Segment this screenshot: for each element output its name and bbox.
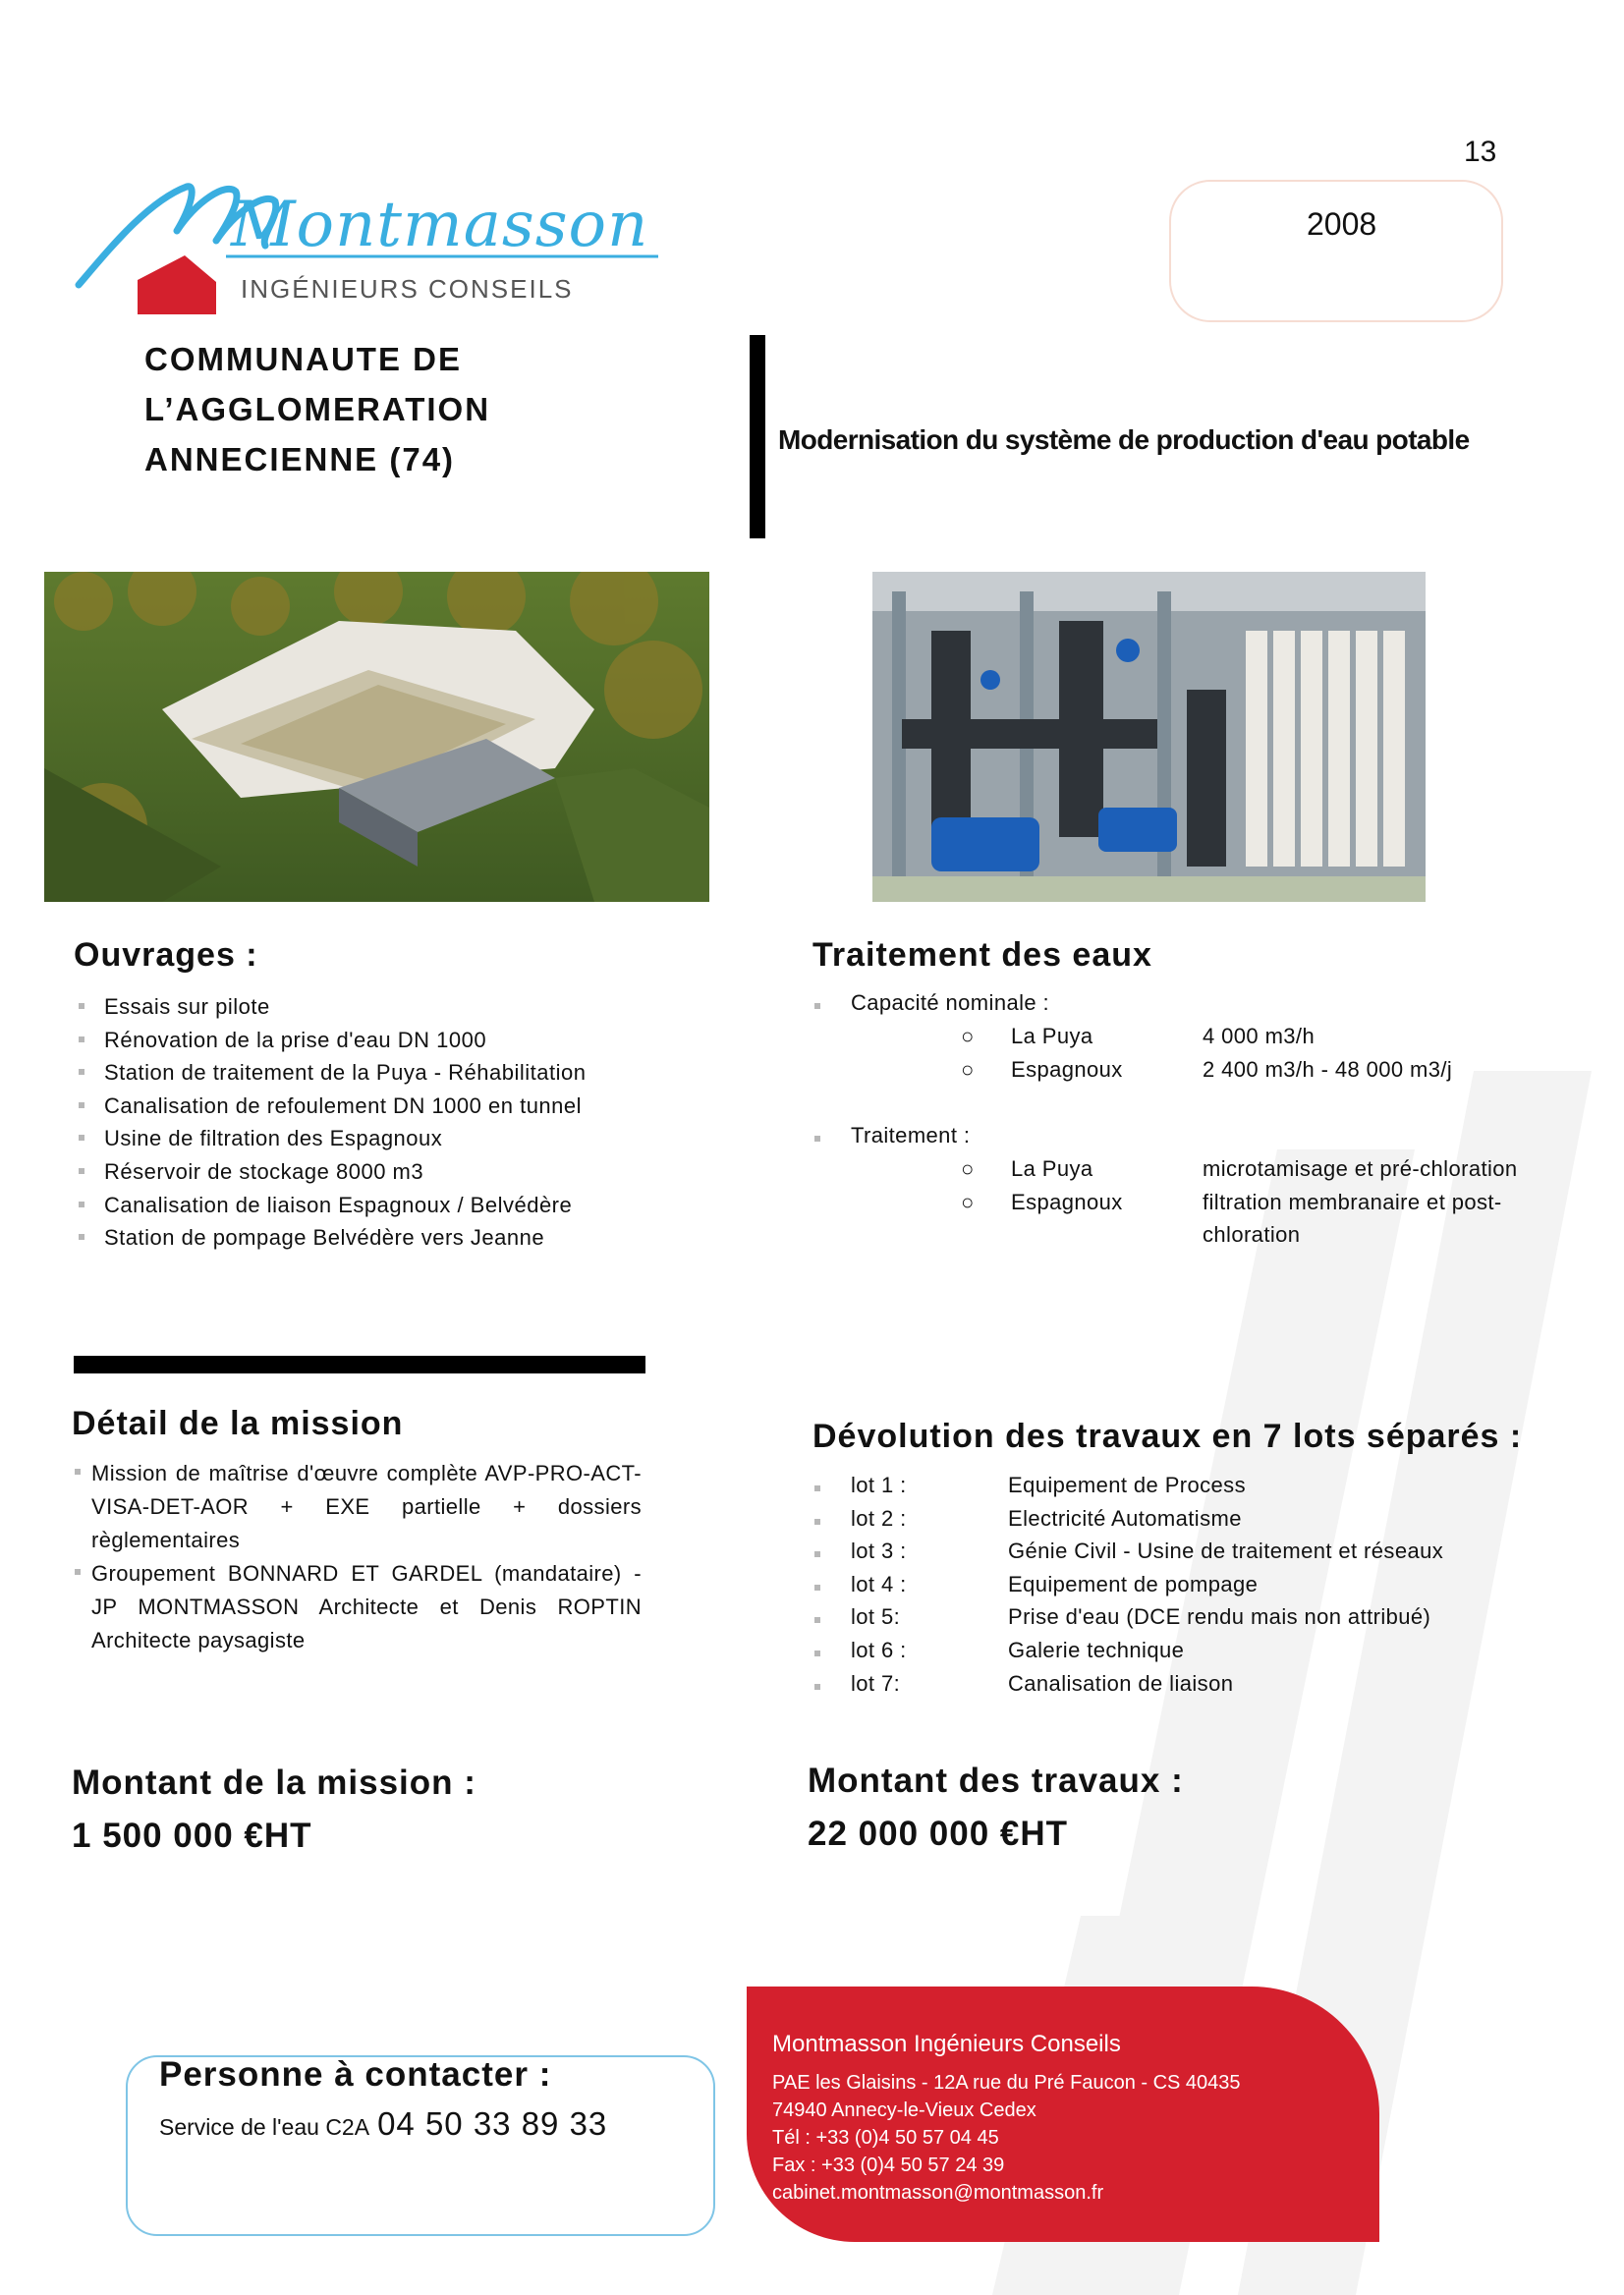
- montant-travaux-value: 22 000 000 €HT: [808, 1815, 1069, 1853]
- capacite-label: Capacité nominale :: [851, 990, 1050, 1015]
- client-name: [144, 334, 490, 484]
- lots-list: [814, 1473, 1541, 1708]
- photo-filtration-equipment: [872, 572, 1426, 902]
- traitement-title: Traitement des eaux: [812, 936, 1152, 974]
- lot-description: Electricité Automatisme: [1008, 1505, 1242, 1531]
- project-subject: Modernisation du système de production d'eau potable: [778, 424, 1470, 455]
- traitement-value-cont: chloration: [1203, 1222, 1301, 1247]
- project-year: 2008: [1307, 206, 1377, 242]
- traitement-value: microtamisage et pré-chloration: [1203, 1156, 1518, 1181]
- lot-number: lot 1 :: [851, 1473, 907, 1497]
- capacite-site: Espagnoux: [1011, 1057, 1123, 1082]
- contact-phone: 04 50 33 89 33: [377, 2105, 608, 2142]
- montmasson-logo: [69, 172, 668, 319]
- bullet-icon: [814, 1684, 820, 1690]
- list-item: Station de pompage Belvédère vers Jeanne: [74, 1221, 586, 1255]
- list-item: Mission de maîtrise d'œuvre complète AVP-PRO-ACT-VISA-DET-AOR + EXE partielle + dossiers règlementaires: [91, 1457, 642, 1557]
- section-divider-bar: [74, 1356, 645, 1373]
- footer-contact-block: [747, 1987, 1379, 2242]
- contact-title: Personne à contacter :: [159, 2055, 552, 2094]
- logo-tagline: INGÉNIEURS CONSEILS: [241, 274, 574, 304]
- ouvrages-list: [74, 990, 586, 1255]
- devolution-title: Dévolution des travaux en 7 lots séparés :: [812, 1418, 1523, 1455]
- lot-number: lot 3 :: [851, 1539, 907, 1564]
- footer-fax: Fax : +33 (0)4 50 57 24 39: [772, 2155, 1005, 2176]
- traitement-label: Traitement :: [851, 1123, 971, 1148]
- list-item: Canalisation de refoulement DN 1000 en tunnel: [74, 1090, 586, 1123]
- aerial-photo-plant: [44, 572, 709, 902]
- list-item: Essais sur pilote: [74, 990, 586, 1024]
- lot-number: lot 7:: [851, 1670, 901, 1696]
- logo-brand-text: Montmasson: [231, 189, 649, 261]
- client-line: L’AGGLOMERATION: [144, 391, 491, 427]
- lot-description: Galerie technique: [1008, 1638, 1185, 1662]
- circle-bullet-icon: ○: [961, 1024, 975, 1048]
- bullet-icon: [814, 1136, 820, 1142]
- lot-number: lot 5:: [851, 1604, 901, 1630]
- bullet-icon: [814, 1651, 820, 1656]
- bullet-icon: [814, 1003, 820, 1009]
- montant-mission-value: 1 500 000 €HT: [72, 1817, 312, 1855]
- ouvrages-title: Ouvrages :: [74, 936, 258, 974]
- bullet-icon: [814, 1485, 820, 1491]
- capacite-site: La Puya: [1011, 1024, 1093, 1048]
- footer-address-line: 74940 Annecy-le-Vieux Cedex: [772, 2099, 1036, 2121]
- list-item: Canalisation de liaison Espagnoux / Belvédère: [74, 1189, 586, 1222]
- lot-number: lot 6 :: [851, 1638, 907, 1662]
- list-item: Groupement BONNARD ET GARDEL (mandataire) - JP MONTMASSON Architecte et Denis ROPTIN Architecte paysagiste: [91, 1557, 642, 1657]
- mission-list: [91, 1457, 642, 1657]
- bullet-icon: [814, 1585, 820, 1591]
- year-box: [1169, 180, 1503, 322]
- circle-bullet-icon: ○: [961, 1190, 975, 1214]
- lot-description: Prise d'eau (DCE rendu mais non attribué): [1008, 1604, 1431, 1630]
- circle-bullet-icon: ○: [961, 1057, 975, 1082]
- list-item: Usine de filtration des Espagnoux: [74, 1122, 586, 1155]
- traitement-value: filtration membranaire et post-: [1203, 1190, 1502, 1214]
- client-line: ANNECIENNE (74): [144, 441, 456, 477]
- page-number: 13: [1464, 136, 1497, 168]
- vertical-divider: [750, 335, 765, 538]
- montant-mission-label: Montant de la mission :: [72, 1763, 476, 1802]
- montant-mission: [72, 1757, 476, 1863]
- lot-description: Génie Civil - Usine de traitement et réseaux: [1008, 1539, 1444, 1564]
- lot-description: Equipement de Process: [1008, 1473, 1246, 1497]
- bullet-icon: [814, 1519, 820, 1525]
- list-item: Rénovation de la prise d'eau DN 1000: [74, 1024, 586, 1057]
- logo-roof-shape: [138, 255, 216, 314]
- footer-phone: Tél : +33 (0)4 50 57 04 45: [772, 2127, 999, 2149]
- circle-bullet-icon: ○: [961, 1156, 975, 1181]
- footer-company-name: Montmasson Ingénieurs Conseils: [772, 2031, 1121, 2057]
- list-item: Station de traitement de la Puya - Réhabilitation: [74, 1056, 586, 1090]
- list-item: Réservoir de stockage 8000 m3: [74, 1155, 586, 1189]
- contact-service: Service de l'eau C2A: [159, 2114, 370, 2140]
- mission-title: Détail de la mission: [72, 1405, 404, 1442]
- footer-address-line: PAE les Glaisins - 12A rue du Pré Faucon - CS 40435: [772, 2072, 1241, 2094]
- capacite-value: 2 400 m3/h - 48 000 m3/j: [1203, 1057, 1453, 1082]
- lot-number: lot 2 :: [851, 1505, 907, 1531]
- traitement-site: Espagnoux: [1011, 1190, 1123, 1214]
- bullet-icon: [814, 1617, 820, 1623]
- client-line: COMMUNAUTE DE: [144, 341, 462, 377]
- traitement-site: La Puya: [1011, 1156, 1093, 1181]
- montant-travaux-label: Montant des travaux :: [808, 1762, 1184, 1800]
- lot-number: lot 4 :: [851, 1571, 907, 1596]
- montant-travaux: [808, 1755, 1184, 1861]
- lot-description: Equipement de pompage: [1008, 1571, 1259, 1596]
- bullet-icon: [814, 1551, 820, 1557]
- footer-email[interactable]: cabinet.montmasson@montmasson.fr: [772, 2182, 1104, 2204]
- lot-description: Canalisation de liaison: [1008, 1670, 1234, 1696]
- contact-line: [159, 2105, 607, 2143]
- capacite-value: 4 000 m3/h: [1203, 1024, 1316, 1048]
